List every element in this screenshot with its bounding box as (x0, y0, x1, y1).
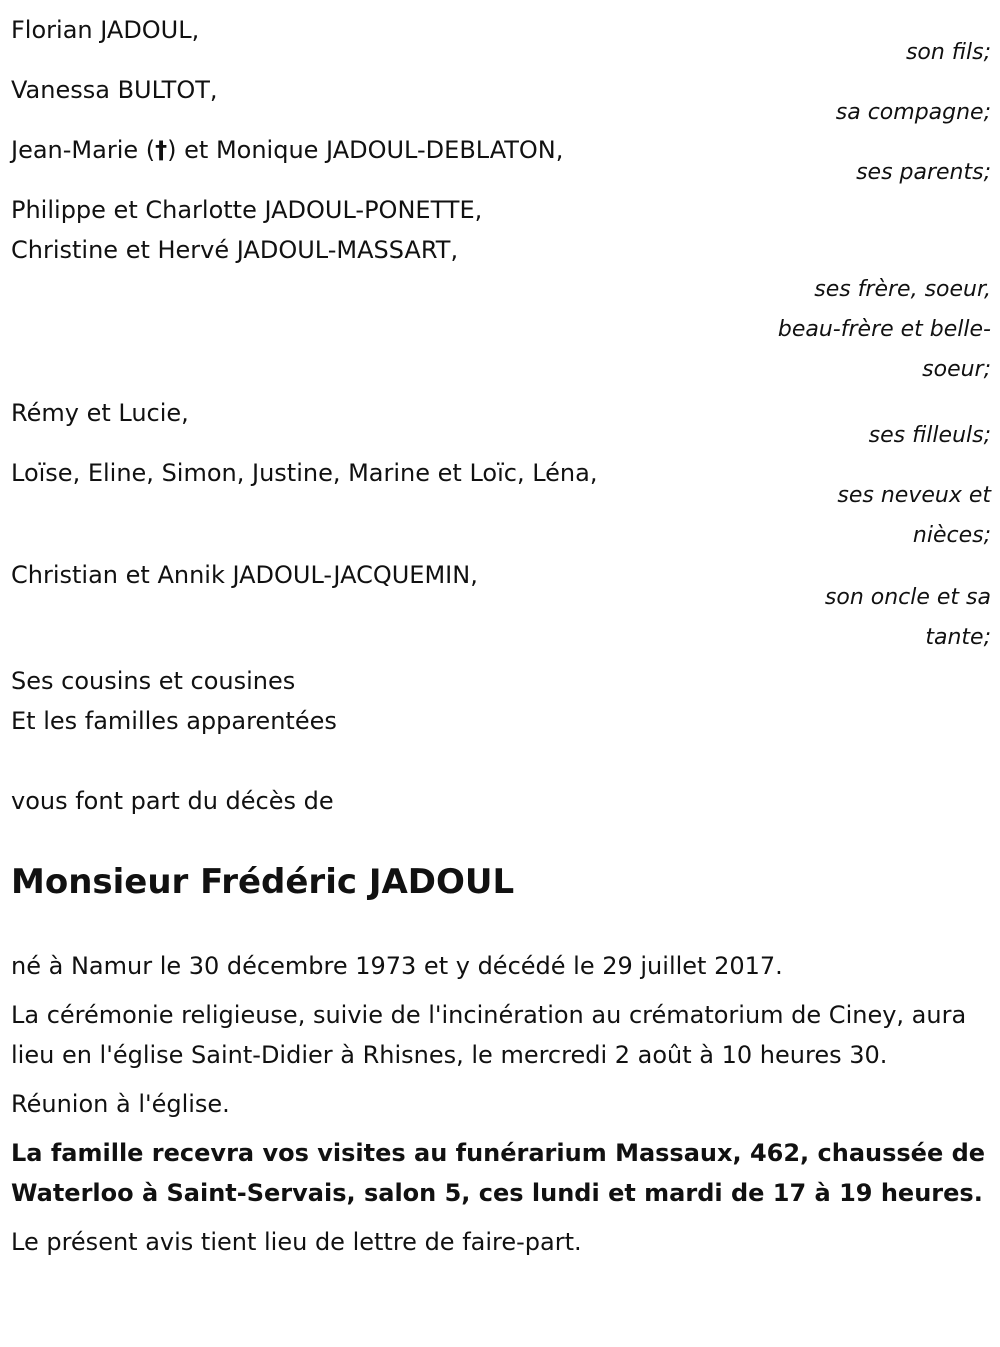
family-relation: sa compagne; (835, 100, 991, 125)
family-group-son (11, 10, 991, 73)
visits-text: La famille recevra vos visites au funérarium Massaux, 462, chaussée de Waterloo à Saint-Servais, salon 5, ces lundi et mardi de 17 à 19 heures. (11, 1139, 986, 1207)
birth-death-text: né à Namur le 30 décembre 1973 et y décédé le 29 juillet 2017. (11, 952, 783, 980)
family-relation: ses filleuls; (868, 423, 991, 448)
family-group-uncle-aunt (11, 555, 991, 658)
parent-name-after: ) et Monique JADOUL-DEBLATON, (167, 136, 564, 164)
ceremony-text: La cérémonie religieuse, suivie de l'incinération au crématorium de Ciney, aura lieu en l'église Saint-Didier à Rhisnes, le mercredi 2 août à 10 heures 30. (11, 1001, 967, 1069)
deceased-name: Monsieur Frédéric JADOUL (11, 862, 515, 902)
announcement-line: vous font part du décès de (11, 787, 334, 815)
other-relatives-line: Et les familles apparentées (11, 707, 337, 735)
family-name: Christian et Annik JADOUL-JACQUEMIN, (11, 561, 478, 589)
family-name: Philippe et Charlotte JADOUL-PONETTE, (11, 196, 483, 224)
family-relation: son fils; (905, 40, 991, 65)
family-name: Vanessa BULTOT, (11, 76, 218, 104)
parent-name-before: Jean-Marie ( (11, 136, 156, 164)
family-group-siblings (11, 190, 991, 390)
other-relatives (11, 661, 991, 741)
family-name: Christine et Hervé JADOUL-MASSART, (11, 236, 459, 264)
family-name: Florian JADOUL, (11, 16, 200, 44)
reunion-text: Réunion à l'église. (11, 1090, 230, 1118)
cross-icon: † (155, 136, 168, 164)
family-group-partner (11, 70, 991, 133)
family-group-nephews (11, 453, 991, 556)
family-relation: ses frère, soeur, (814, 277, 991, 302)
family-relation: tante; (925, 625, 991, 650)
obituary-notice (11, 10, 991, 1262)
family-group-parents (11, 130, 991, 193)
family-relation: soeur; (922, 357, 991, 382)
family-name (11, 130, 711, 170)
family-relation: ses parents; (856, 160, 991, 185)
family-relation: nièces; (912, 523, 991, 548)
family-relation: beau-frère et belle- (777, 317, 991, 342)
family-relation: ses neveux et (837, 483, 991, 508)
other-relatives-line: Ses cousins et cousines (11, 667, 296, 695)
notice-text: Le présent avis tient lieu de lettre de faire-part. (11, 1228, 582, 1256)
family-group-godchildren (11, 393, 991, 456)
family-name: Rémy et Lucie, (11, 399, 189, 427)
family-name: Loïse, Eline, Simon, Justine, Marine et Loïc, Léna, (11, 459, 598, 487)
family-relation: son oncle et sa (824, 585, 991, 610)
